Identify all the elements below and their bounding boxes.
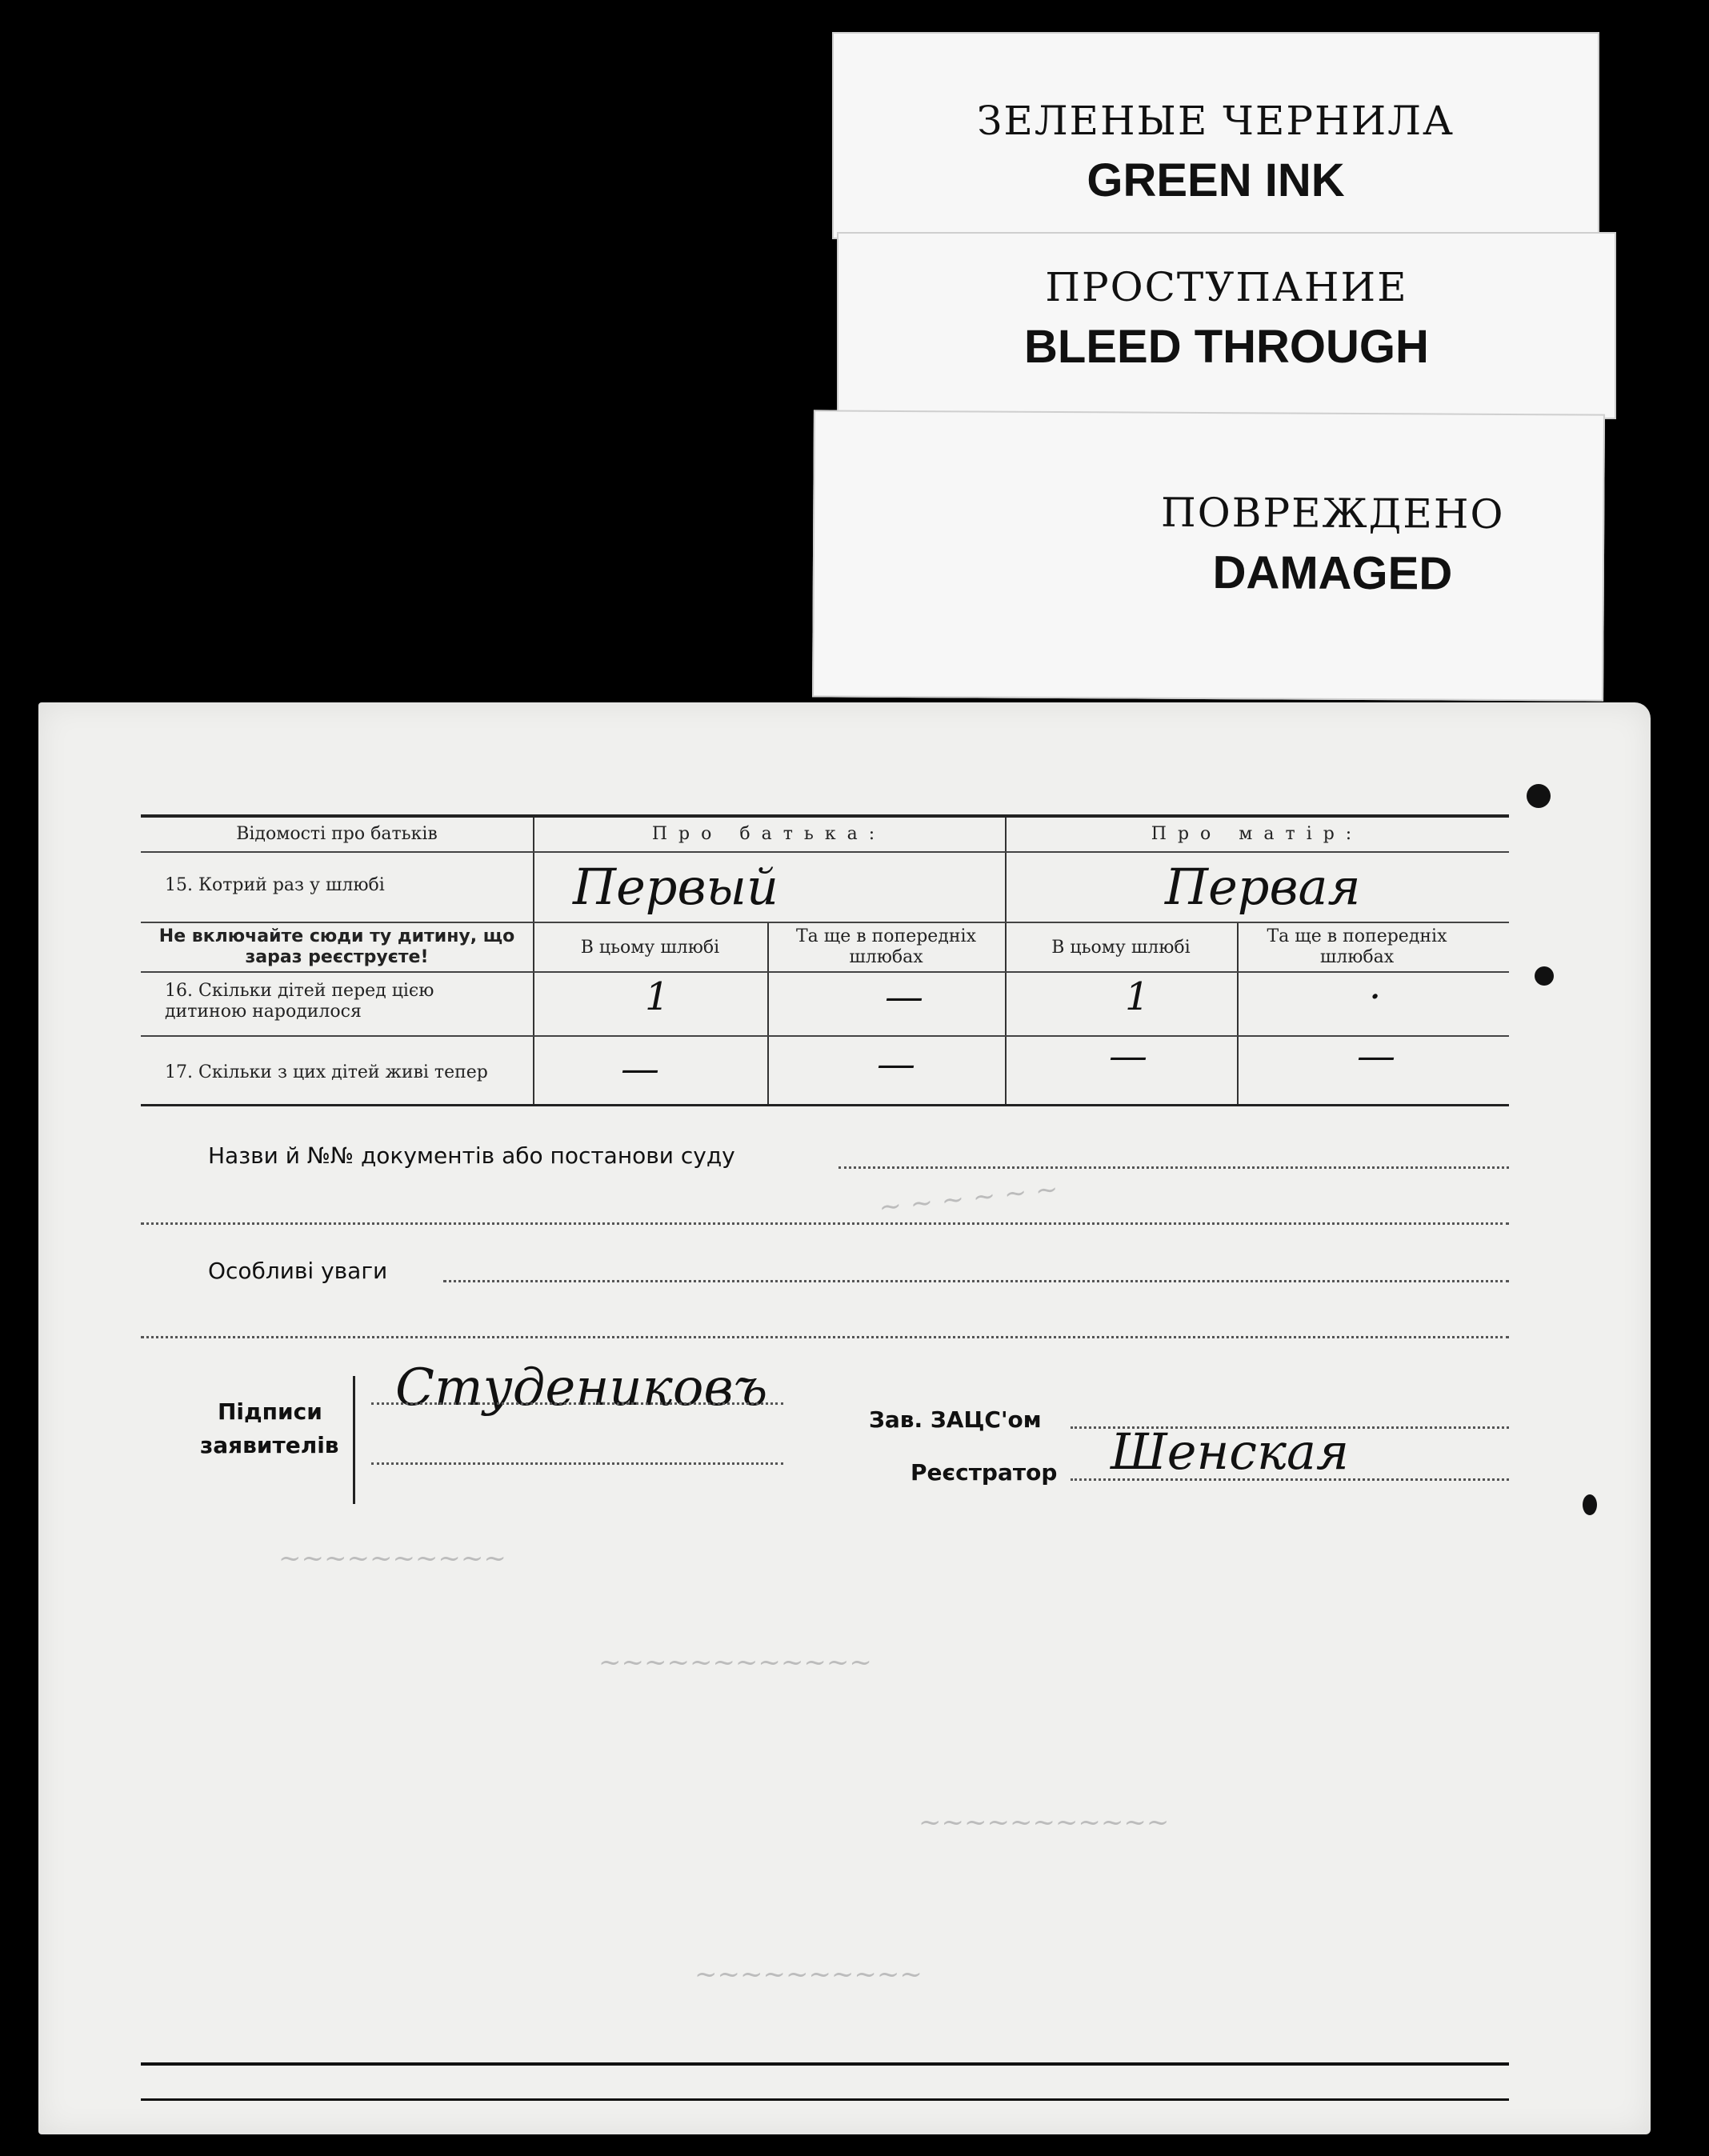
registrar-label: Реєстратор [911,1459,1058,1486]
row15-label: 15. Котрий раз у шлюбі [165,875,385,895]
bottom-rule-2 [141,2098,1509,2101]
documents-line-2 [141,1222,1509,1225]
row17-father-prev: — [877,1042,915,1086]
damaged-en: DAMAGED [1212,546,1453,600]
header-father: Про батька: [651,824,887,844]
registrar-signature: Шенская [1111,1422,1350,1481]
documents-label: Назви й №№ документів або постанови суду [208,1142,735,1169]
bleed-through-mark: ~~~~~~~~~~ [278,1542,506,1574]
row17-label: 17. Скільки з цих дітей живі тепер [165,1062,488,1082]
parents-table [141,814,1509,1106]
header-mother: Про матір: [1151,824,1363,844]
green-ink-en: GREEN INK [1087,154,1345,206]
notes-line [443,1280,1509,1282]
bleed-through-mark: ~~~~~~~~~~ [694,1958,923,1990]
header-parents-info: Відомості про батьків [236,824,438,844]
registrar-line [1071,1478,1509,1481]
damaged-tag [812,410,1605,701]
subheader-mother-this: В цьому шлюбі [1051,938,1191,958]
row16-father-this: 1 [645,974,670,1019]
notes-label: Особливі уваги [208,1258,388,1284]
green-ink-tag [832,32,1599,239]
bottom-rule [141,2062,1509,2066]
bleed-through-mark: ~~~~~~~~~~~~ [598,1646,872,1678]
punch-hole [1535,966,1554,986]
bleed-through-mark: ~~~~~~~~~~~ [919,1806,1170,1838]
bleed-through-tag [837,232,1616,419]
row16-father-prev: — [885,974,923,1019]
row16-mother-prev: · [1369,974,1382,1019]
applicant-signature: Студениковъ [395,1358,768,1418]
damaged-ru: ПОВРЕЖДЕНО [1160,489,1505,538]
row17-mother-prev: — [1357,1034,1395,1078]
notes-line-2 [141,1336,1509,1338]
row15-mother-value: Первая [1165,858,1361,916]
subheader-mother-prev: Та ще в попередніх шлюбах [1267,926,1447,967]
punch-hole [1527,784,1551,808]
bleed-through-en: BLEED THROUGH [1024,321,1429,373]
applicant-signature-line [371,1402,783,1405]
signatures-label: Підписи [218,1398,322,1425]
subheader-father-this: В цьому шлюбі [580,938,720,958]
punch-hole [1583,1494,1597,1515]
row15-father-value: Первый [573,858,778,916]
row16-mother-this: 1 [1125,974,1150,1019]
bleed-through-ru: ПРОСТУПАНИЕ [1045,264,1408,310]
subheader-father-prev: Та ще в попередніх шлюбах [796,926,976,967]
green-ink-ru: ЗЕЛЕНЫЕ ЧЕРНИЛА [977,98,1455,144]
row16-label: 16. Скільки дітей перед цією дитиною народилося [165,981,434,1022]
subheader-note: Не включайте сюди ту дитину, що зараз реєструєте! [158,926,515,967]
document-page [38,702,1651,2134]
head-zags-label: Зав. ЗАЦС'ом [869,1406,1042,1433]
bleed-through-mark: ~ ~ ~ ~ ~ ~ [877,1173,1060,1224]
documents-line [838,1166,1509,1169]
row17-mother-this: — [1109,1034,1147,1078]
signature-bracket [353,1376,363,1504]
applicants-label: заявителів [200,1432,339,1458]
applicant-signature-line-2 [371,1462,783,1465]
row17-father-this: — [621,1046,659,1091]
